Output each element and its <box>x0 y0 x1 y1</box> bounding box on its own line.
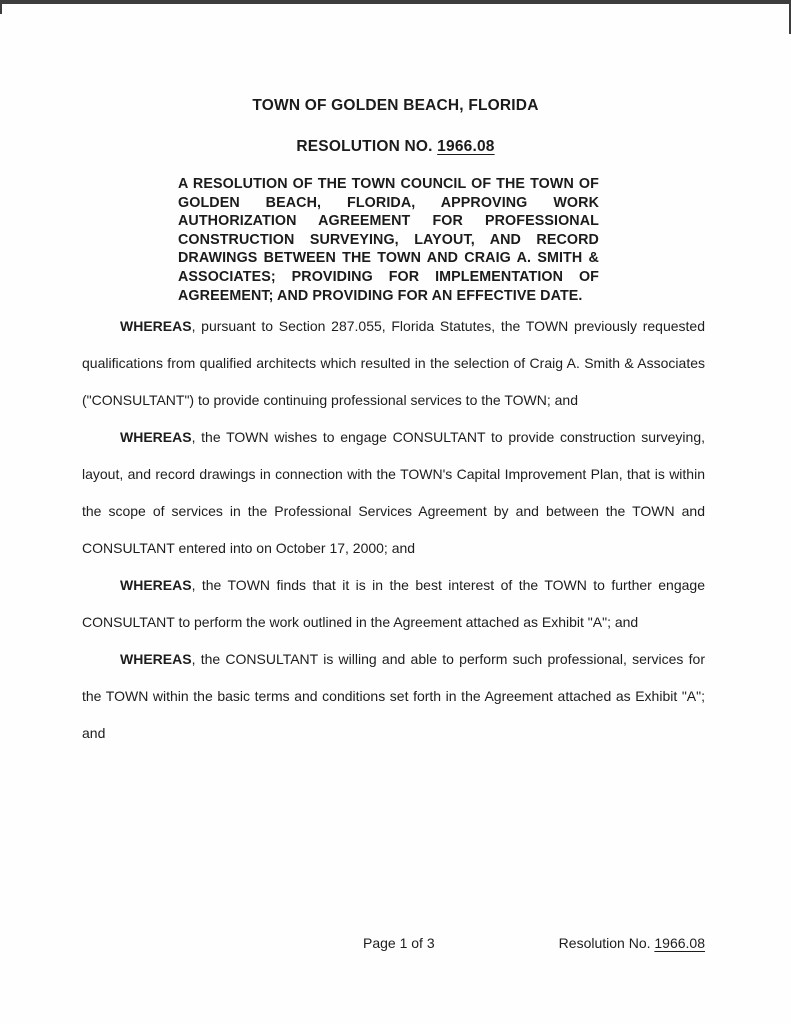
whereas-paragraph-3 <box>82 567 705 641</box>
resolution-heading-label: RESOLUTION NO. <box>296 138 438 155</box>
whereas-lead: WHEREAS <box>120 429 192 446</box>
resolution-heading <box>0 138 791 156</box>
scan-edge-top <box>0 0 791 4</box>
whereas-text: , pursuant to Section 287.055, Florida Statutes, the TOWN previously requested qualifications from qualified architects which resulted in the selection of Craig A. Smith & Associates ("CONSULTANT") to provide continuing professional services to the TOWN; and <box>82 318 705 409</box>
footer-resolution <box>559 935 705 951</box>
footer-resolution-number: 1966.08 <box>654 935 705 951</box>
whereas-lead: WHEREAS <box>120 651 192 668</box>
whereas-text: , the TOWN wishes to engage CONSULTANT to provide construction surveying, layout, and record drawings in connection with the TOWN's Capital Improvement Plan, that is within the scope of services in the Professional Services Agreement by and between the TOWN and CONSULTANT entered into on October 17, 2000; and <box>82 429 705 557</box>
whereas-paragraph-2 <box>82 419 705 567</box>
whereas-paragraph-4 <box>82 641 705 752</box>
whereas-lead: WHEREAS <box>120 577 192 594</box>
document-title: TOWN OF GOLDEN BEACH, FLORIDA <box>252 97 539 114</box>
whereas-lead: WHEREAS <box>120 318 192 335</box>
page-footer <box>363 935 705 951</box>
footer-resolution-label: Resolution No. <box>558 935 655 951</box>
document-body <box>82 308 705 752</box>
whereas-paragraph-1 <box>82 308 705 419</box>
whereas-text: , the TOWN finds that it is in the best interest of the TOWN to further engage CONSULTANT to perform the work outlined in the Agreement attached as Exhibit "A"; and <box>82 577 705 631</box>
resolution-number: 1966.08 <box>437 138 495 155</box>
page-number: Page 1 of 3 <box>363 935 435 951</box>
resolution-summary: A RESOLUTION OF THE TOWN COUNCIL OF THE TOWN OF GOLDEN BEACH, FLORIDA, APPROVING WORK AUTHORIZATION AGREEMENT FOR PROFESSIONAL CONSTRUCTION SURVEYING, LAYOUT, AND RECORD DRAWINGS BETWEEN THE TOWN AND CRAIG A. SMITH & ASSOCIATES; PROVIDING FOR IMPLEMENTATION OF AGREEMENT; AND PROVIDING FOR AN EFFECTIVE DATE. <box>178 176 599 304</box>
scan-edge-left <box>0 0 2 14</box>
whereas-text: , the CONSULTANT is willing and able to perform such professional, services for the TOWN within the basic terms and conditions set forth in the Agreement attached as Exhibit "A"; and <box>82 651 705 742</box>
